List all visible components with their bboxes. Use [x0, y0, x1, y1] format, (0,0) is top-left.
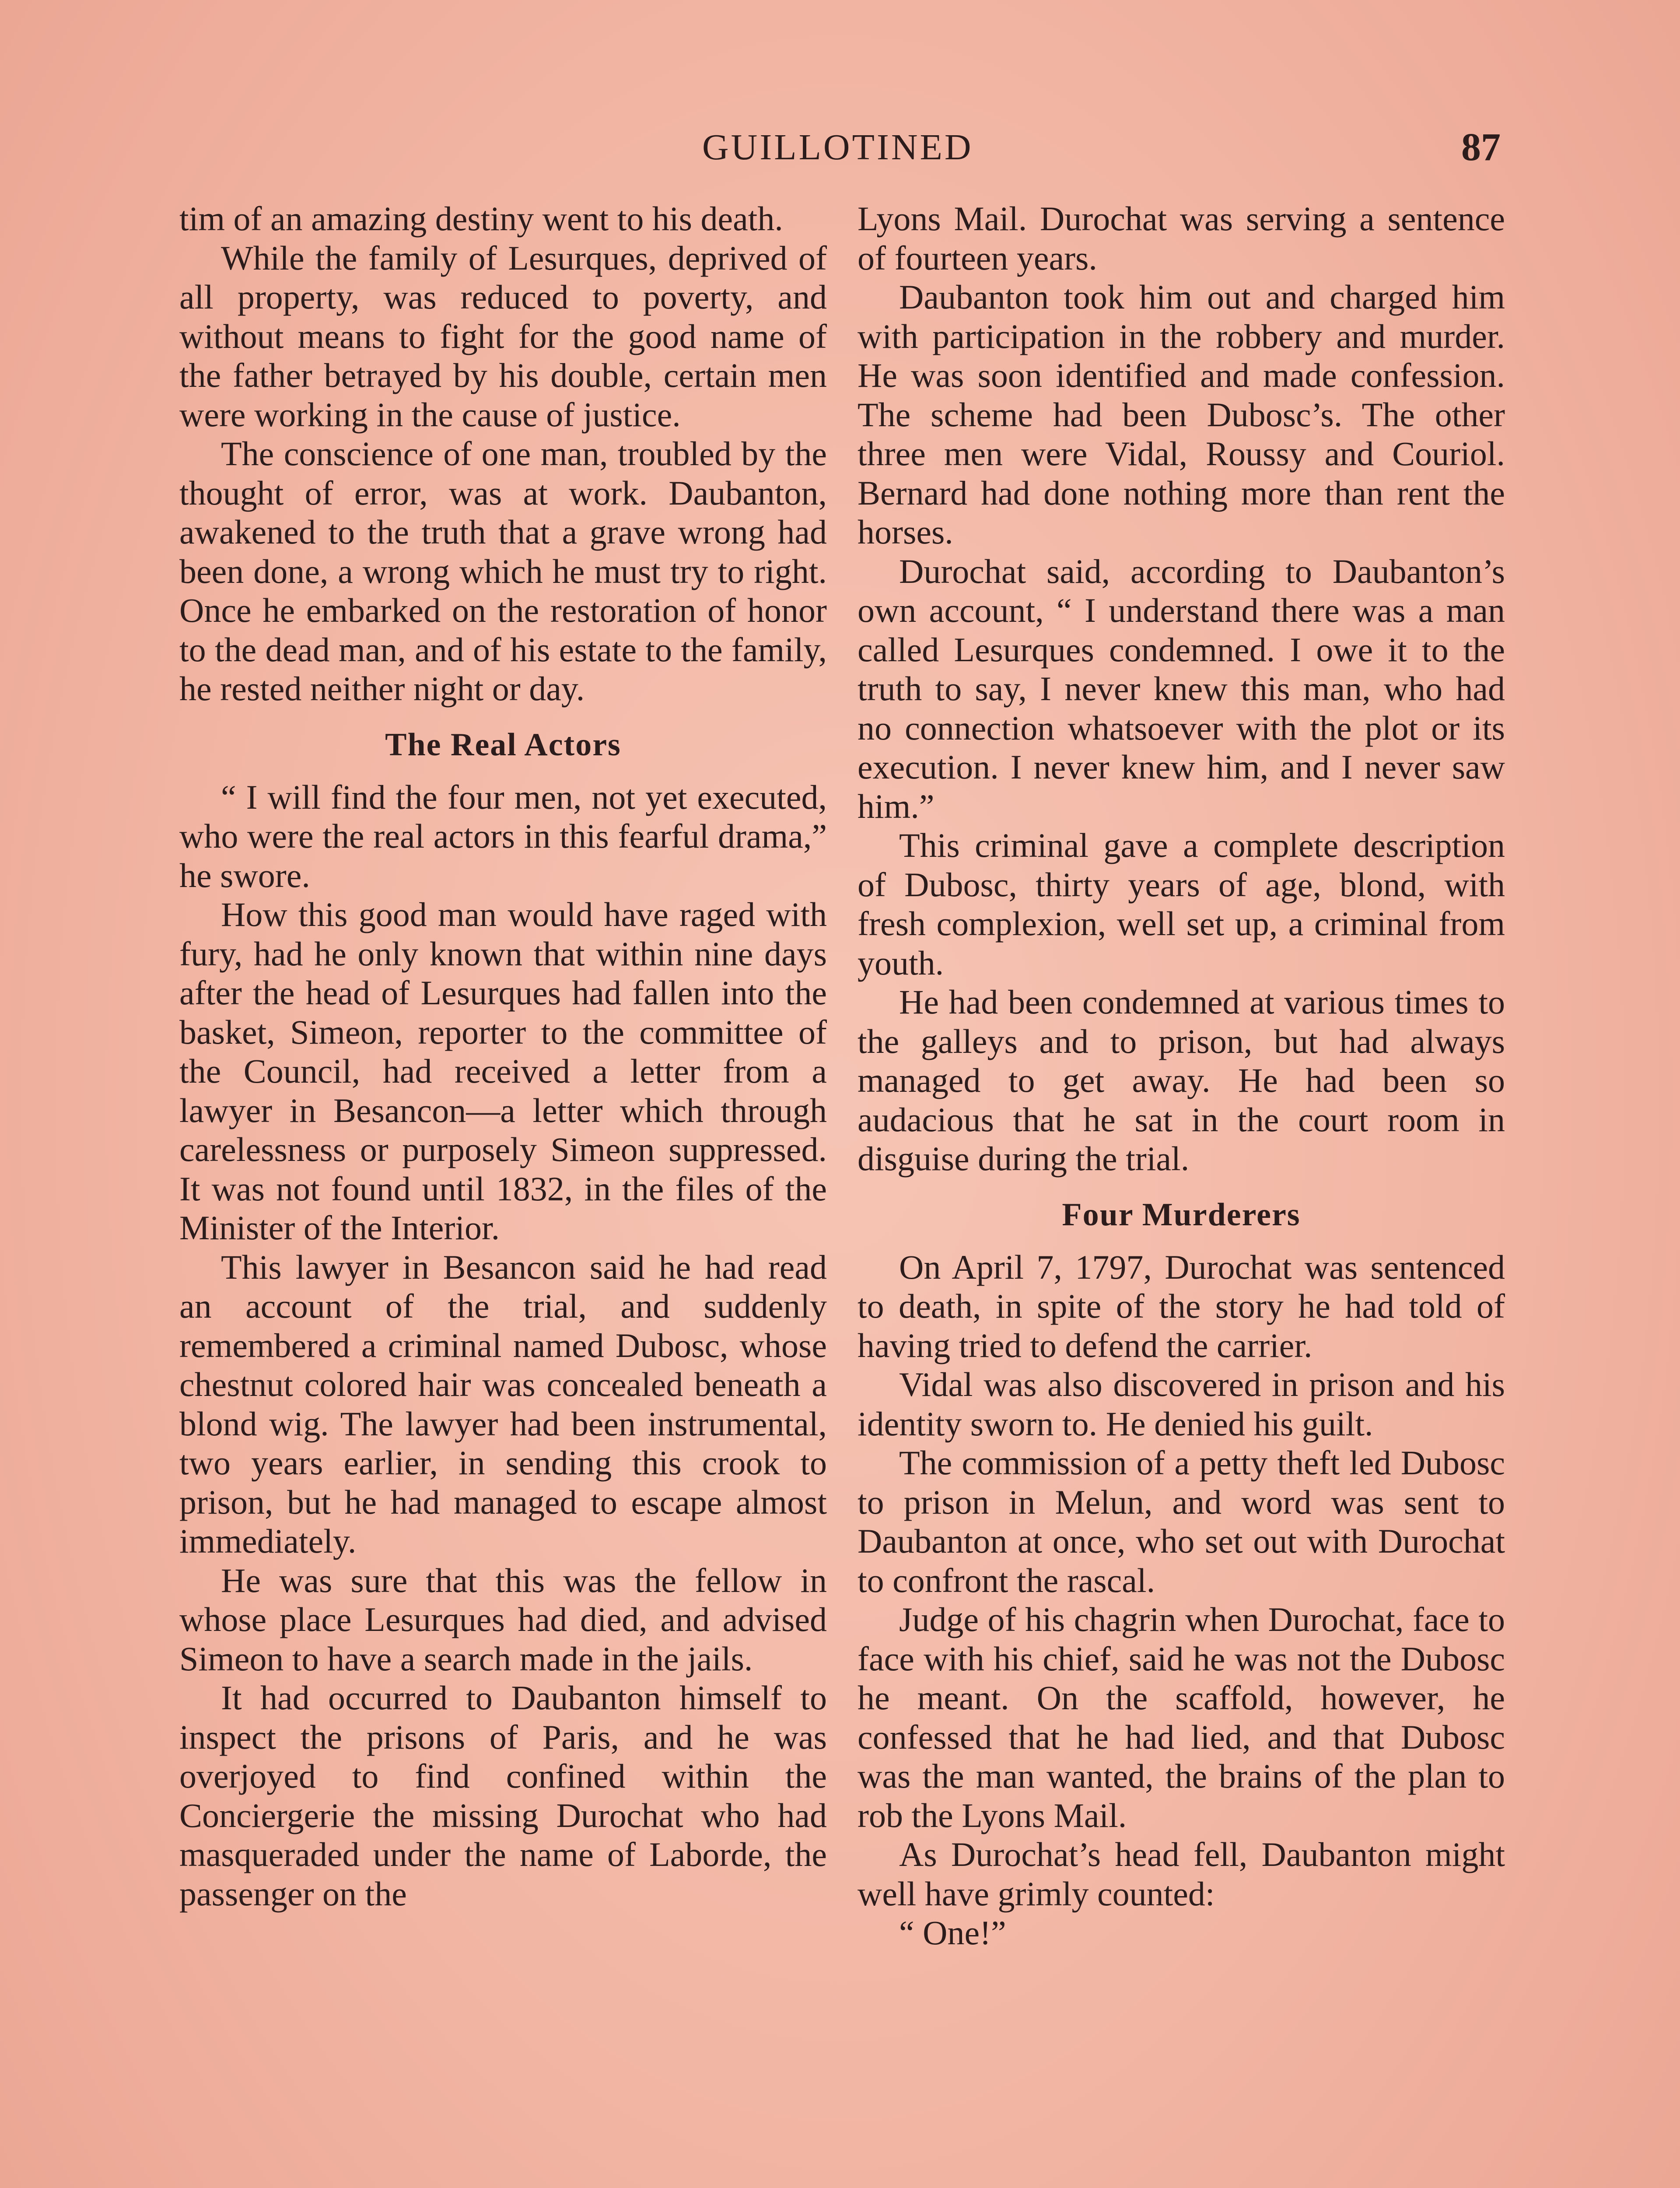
left-column [179, 199, 827, 1913]
paragraph: Judge of his chagrin when Durochat, face to face with his chief, said he was not the Dubosc he meant. On the scaffold, however, he confessed that he had lied, and that Dubosc was the man wanted, the brains of the plan to rob the Lyons Mail. [858, 1600, 1505, 1834]
running-head [0, 123, 1680, 172]
paragraph: tim of an amazing destiny went to his death. [179, 200, 783, 238]
page-number: 87 [1461, 126, 1501, 169]
paragraph: This criminal gave a complete description of Dubosc, thirty years of age, blond, with fresh complexion, well set up, a criminal from youth. [858, 826, 1505, 982]
paragraph: On April 7, 1797, Durochat was sentenced to death, in spite of the story he had told of having tried to defend the carrier. [858, 1248, 1505, 1364]
paragraph: The commission of a petty theft led Dubosc to prison in Melun, and word was sent to Daubanton at once, who set out with Durochat to confront the rascal. [858, 1444, 1505, 1599]
paragraph: “ One!” [899, 1914, 1006, 1952]
paragraph: Vidal was also discovered in prison and his identity sworn to. He denied his guilt. [858, 1365, 1505, 1443]
right-column [858, 199, 1505, 1953]
paragraph: Durochat said, according to Daubanton’s own account, “ I understand there was a man called Lesurques condemned. I owe it to the truth to say, I never knew this man, who had no connection whatsoever with the plot or its execution. I never knew him, and I never saw him.” [858, 552, 1505, 825]
paragraph: He had been condemned at various times to the galleys and to prison, but had always managed to get away. He had been so audacious that he sat in the court room in disguise during the trial. [858, 983, 1505, 1178]
paragraph: How this good man would have raged with fury, had he only known that within nine days after the head of Lesurques had fallen into the basket, Simeon, reporter to the committee of the Council, had received a letter from a lawyer in Besancon—a letter which through carelessness or purposely Simeon suppressed. It was not found until 1832, in the files of the Minister of the Interior. [179, 895, 827, 1247]
paragraph: This lawyer in Besancon said he had read an account of the trial, and suddenly remembered a criminal named Dubosc, whose chestnut colored hair was concealed beneath a blond wig. The lawyer had been instrumental, two years earlier, in sending this crook to prison, but he had managed to escape almost immediately. [179, 1248, 827, 1560]
paragraph: Lyons Mail. Durochat was serving a sentence of fourteen years. [858, 200, 1505, 277]
section-heading: Four Murderers [1062, 1196, 1301, 1233]
paragraph: “ I will find the four men, not yet executed, who were the real actors in this fearful drama,” he swore. [179, 778, 827, 894]
paragraph: As Durochat’s head fell, Daubanton might well have grimly counted: [858, 1835, 1505, 1913]
paragraph: Daubanton took him out and charged him with participation in the robbery and murder. He was soon identified and made confession. The scheme had been Dubosc’s. The other three men were Vidal, Roussy and Couriol. Bernard had done nothing more than rent the horses. [858, 278, 1505, 551]
paragraph: While the family of Lesurques, deprived of all property, was reduced to poverty, and without means to fight for the good name of the father betrayed by his double, certain men were working in the cause of justice. [179, 238, 827, 434]
paragraph: It had occurred to Daubanton himself to inspect the prisons of Paris, and he was overjoyed to find confined within the Conciergerie the missing Durochat who had masqueraded under the name of Laborde, the passenger on the [179, 1679, 827, 1913]
paragraph: He was sure that this was the fellow in whose place Lesurques had died, and advised Simeon to have a search made in the jails. [179, 1561, 827, 1678]
section-heading: The Real Actors [385, 726, 621, 763]
running-title: GUILLOTINED [702, 127, 973, 168]
paragraph: The conscience of one man, troubled by the thought of error, was at work. Daubanton, awakened to the truth that a grave wrong had been done, a wrong which he must try to right. Once he embarked on the restoration of honor to the dead man, and of his estate to the family, he rested neither night or day. [179, 435, 827, 708]
